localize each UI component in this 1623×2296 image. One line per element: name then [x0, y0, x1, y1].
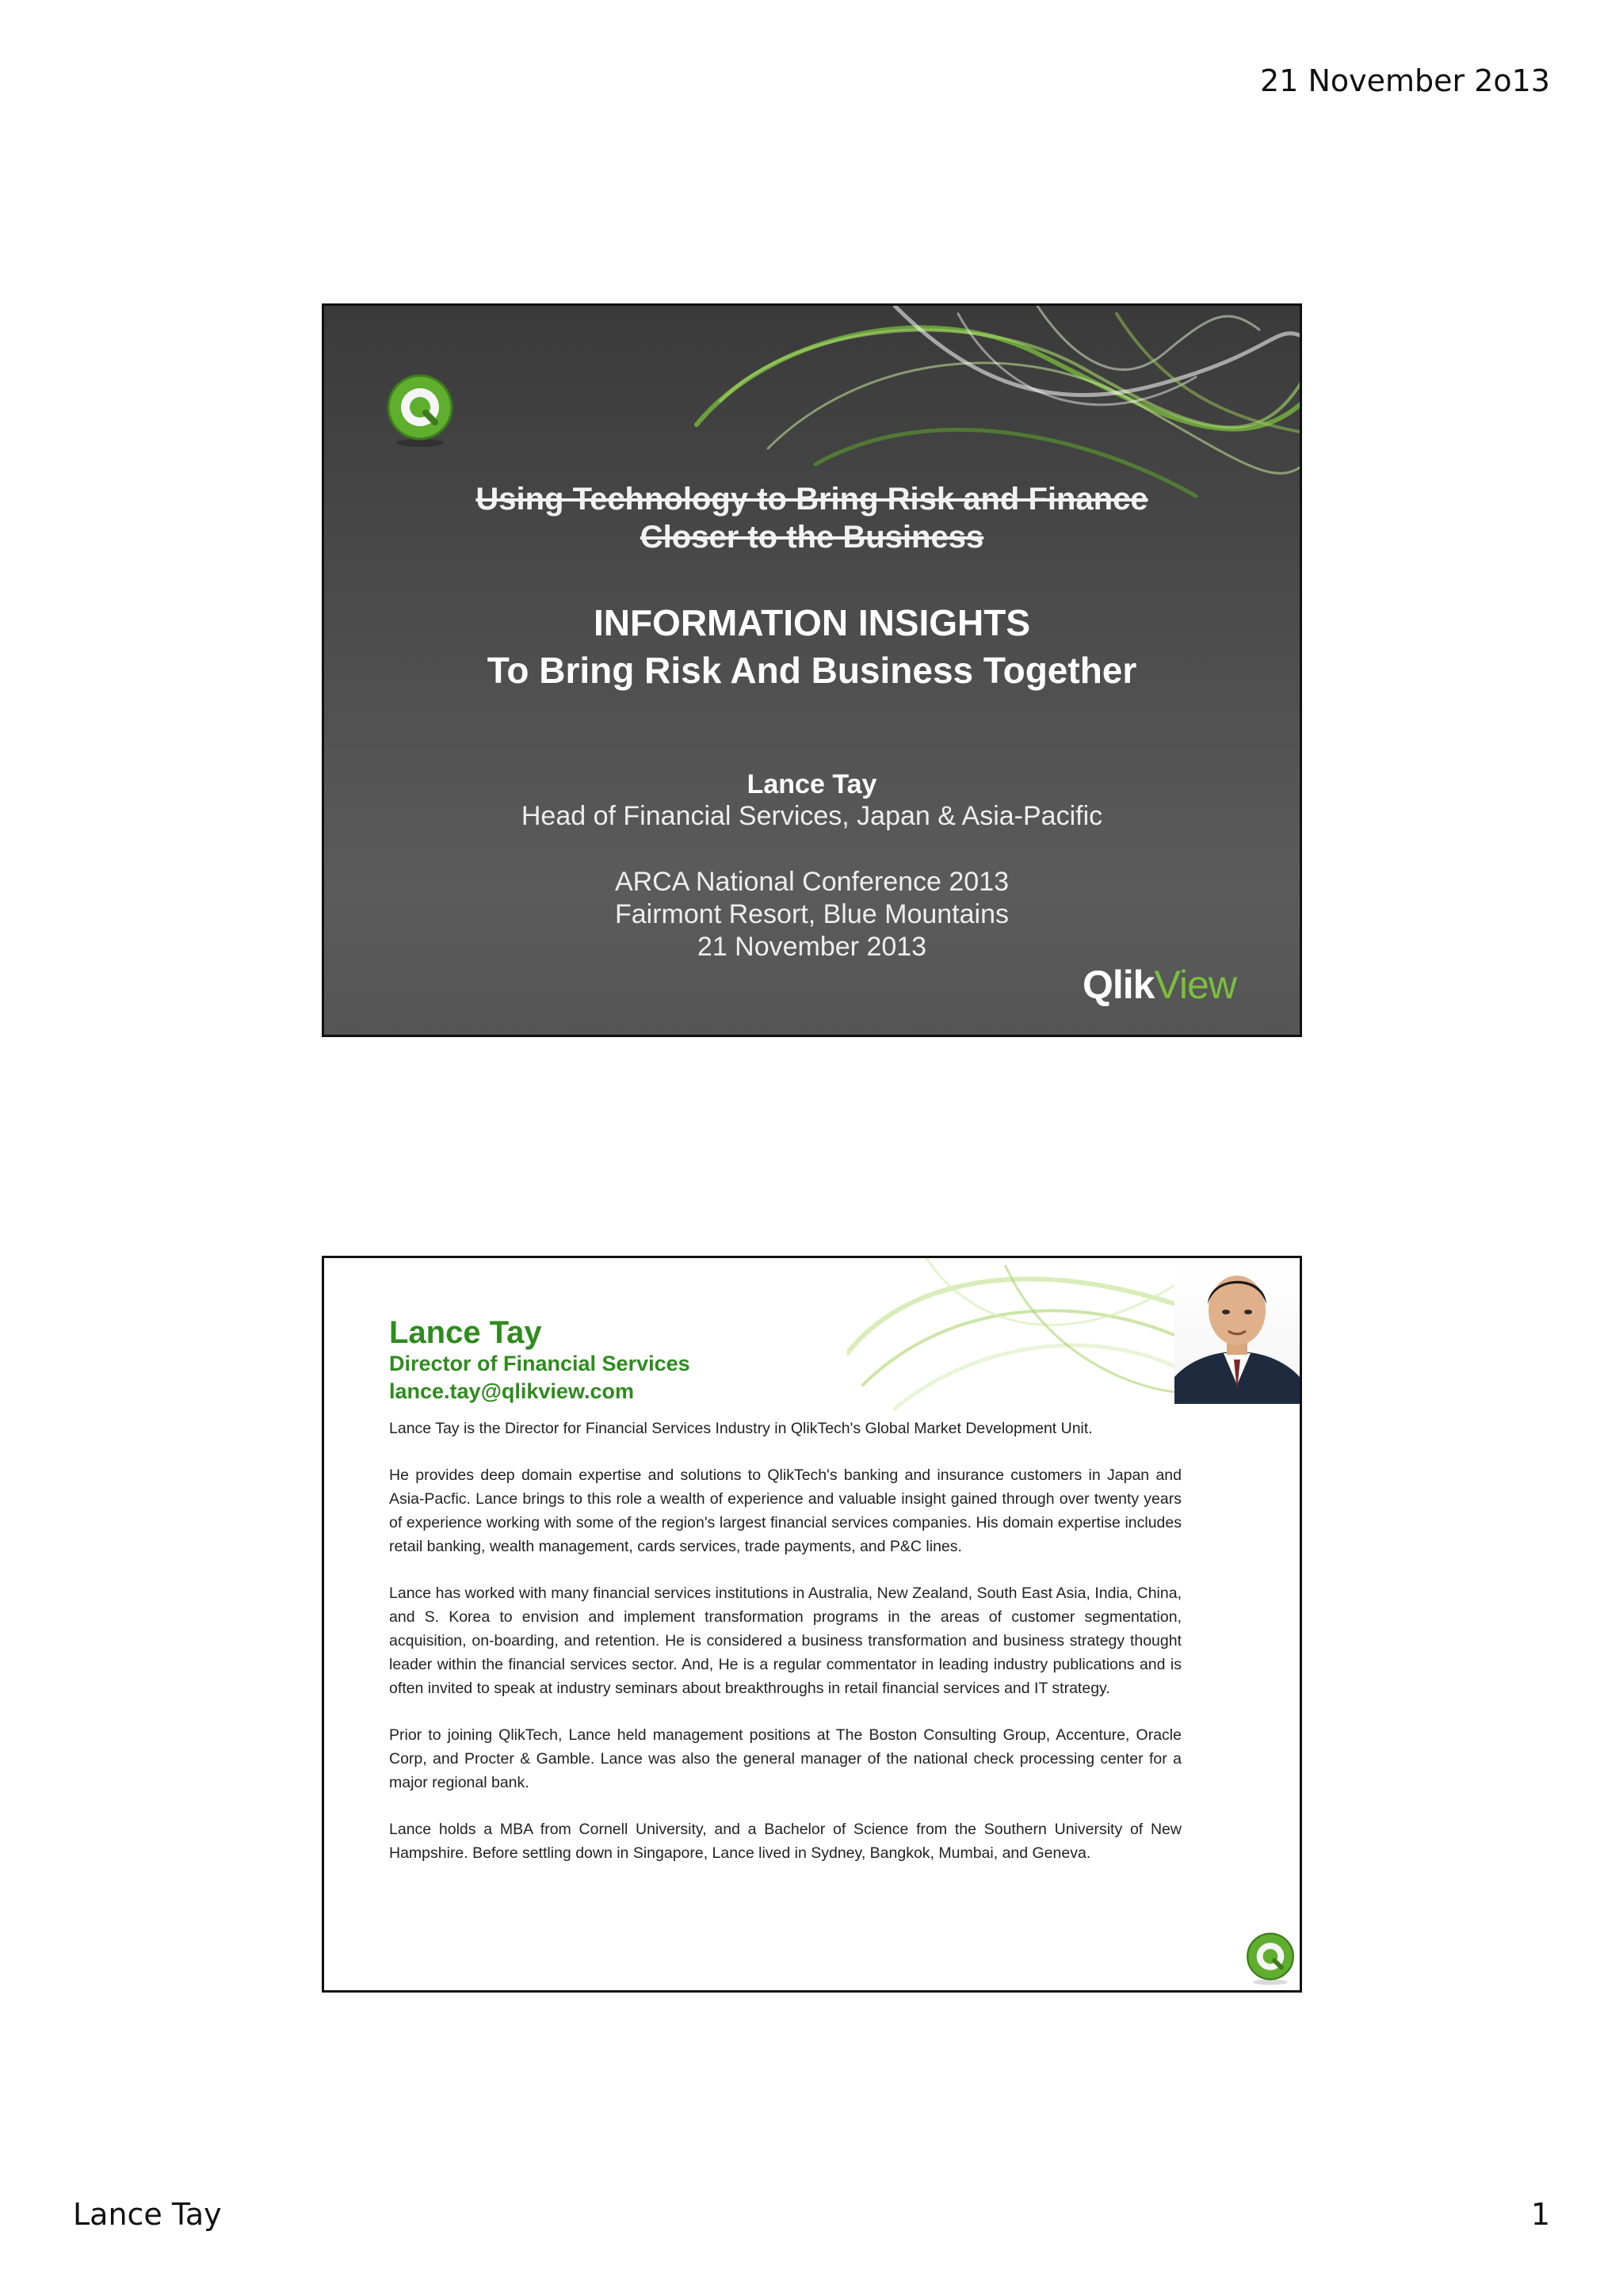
- portrait-photo: [1174, 1258, 1300, 1404]
- event-name: ARCA National Conference 2013: [614, 867, 1010, 897]
- bio-paragraph: Prior to joining QlikTech, Lance held management positions at The Boston Consulting Group, Accenture, Oracle Corp, and Procter & Gamble. Lance was also the general manager of the national check processing center for a major regional bank.: [389, 1726, 1182, 1791]
- bio-paragraph: Lance has worked with many financial services institutions in Australia, New Zealand, South East Asia, India, China, and S. Korea to envision and implement transformation programs in the areas of customer segmentation, acquisition, on-boarding, and retention. He is considered a business transformation and business strategy thought leader within the financial services sector. And, He is a regular commentator in leading industry publications and is often invited to speak at industry seminars about breakthroughs in retail financial services and IT strategy.: [389, 1585, 1182, 1697]
- speaker-name: Lance Tay: [747, 769, 877, 799]
- bio-paragraph: He provides deep domain expertise and solutions to QlikTech's banking and insurance customers in Japan and Asia-Pacfic. Lance brings to this role a wealth of experience and valuable insight gained through over twenty years of experience working with some of the region's largest financial services companies. His domain expertise includes retail banking, wealth management, cards services, trade payments, and P&C lines.: [389, 1466, 1182, 1555]
- bio-paragraph: Lance Tay is the Director for Financial Services Industry in QlikTech's Global Market Development Unit.: [389, 1420, 1093, 1437]
- logo-view-text: View: [1154, 963, 1236, 1007]
- page-number: 1: [1530, 2197, 1550, 2232]
- struck-original-title: [324, 480, 1300, 556]
- old-title-line-2: Closer to the Business: [640, 520, 984, 555]
- qlikview-logo: [1083, 962, 1236, 1008]
- bio-email-link[interactable]: lance.tay@qlikview.com: [389, 1379, 634, 1403]
- main-title-line-1: INFORMATION INSIGHTS: [593, 602, 1031, 643]
- bio-body: [389, 1417, 1182, 1888]
- qlik-q-logo-icon: [386, 373, 454, 449]
- bio-name: Lance Tay: [389, 1315, 542, 1350]
- bio-slide: [322, 1256, 1302, 1993]
- speaker-role: Head of Financial Services, Japan & Asia-Pacific: [521, 801, 1103, 831]
- bio-paragraph: Lance holds a MBA from Cornell University, and a Bachelor of Science from the Southern University of New Hampshire. Before settling down in Singapore, Lance lived in Sydney, Bangkok, Mumbai, and Geneva.: [389, 1821, 1182, 1862]
- old-title-line-1: Using Technology to Bring Risk and Finance: [475, 482, 1148, 517]
- page-date: 21 November 2o13: [1260, 63, 1550, 98]
- title-slide: [322, 303, 1302, 1037]
- main-title-line-2: To Bring Risk And Business Together: [487, 650, 1137, 691]
- event-date: 21 November 2013: [697, 932, 927, 962]
- swirl-decoration: [847, 1258, 1180, 1417]
- qlik-q-logo-icon: [1246, 1932, 1295, 1987]
- bio-title: Director of Financial Services: [389, 1352, 690, 1375]
- event-venue: Fairmont Resort, Blue Mountains: [615, 899, 1009, 929]
- event-info: [324, 866, 1300, 963]
- slide-title: [324, 599, 1300, 694]
- logo-qlik-text: Qlik: [1083, 963, 1155, 1007]
- footer-author: Lance Tay: [73, 2197, 222, 2232]
